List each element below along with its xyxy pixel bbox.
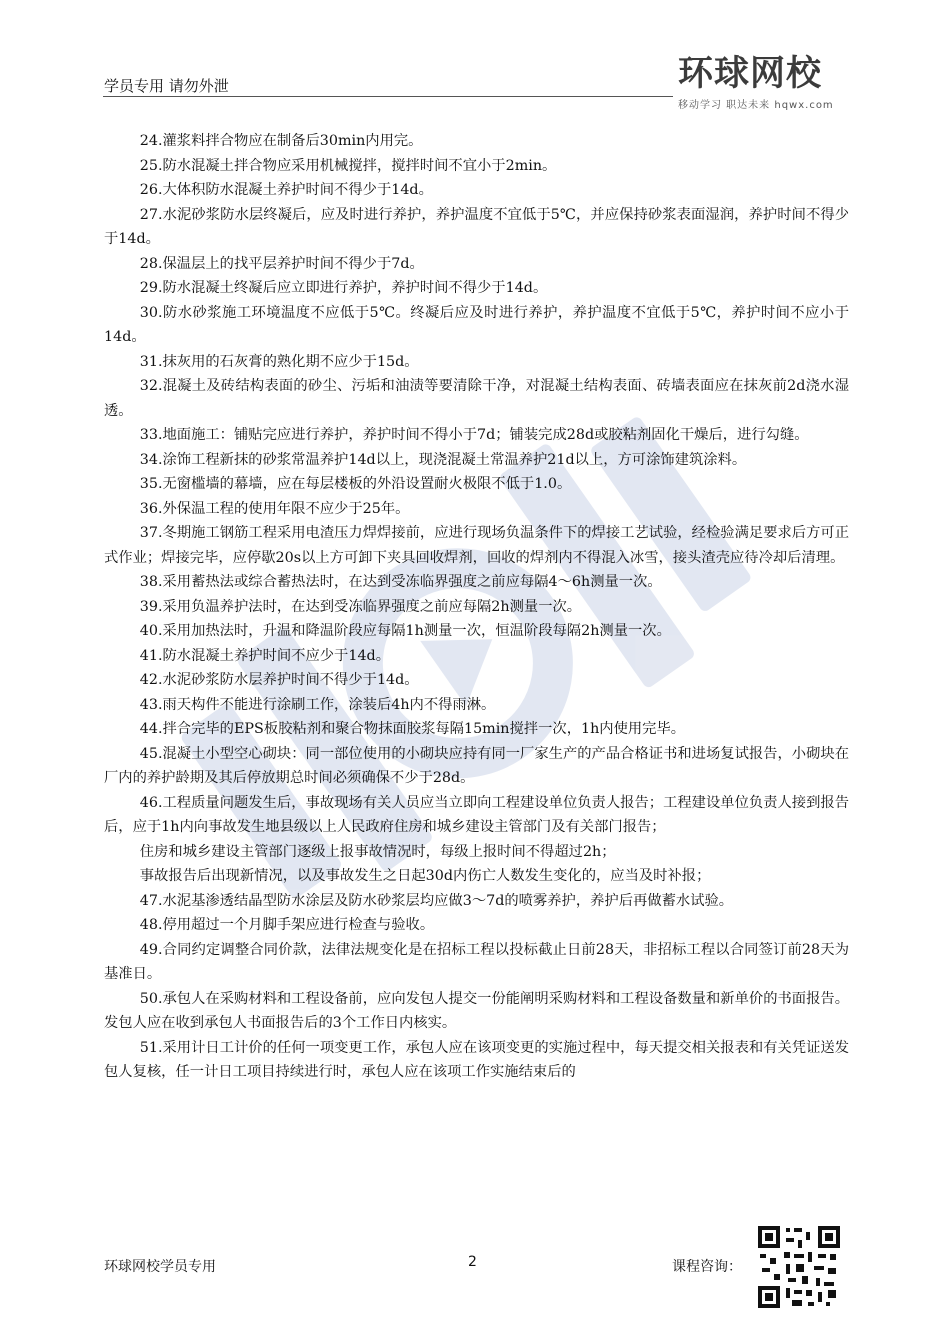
header-divider — [103, 96, 673, 97]
paragraph: 48.停用超过一个月脚手架应进行检查与验收。 — [139, 917, 435, 933]
paragraph: 46.工程质量问题发生后，事故现场有关人员应当立即向工程建设单位负责人报告；工程建设单位负责人接到报告后，应于1h内向事故发生地县级以上人民政府住房和城乡建设主管部门及有关部门报告； — [104, 794, 849, 835]
footer-label: 环球网校学员专用 — [104, 1259, 216, 1275]
paragraph: 34.涂饰工程新抹的砂浆常温养护14d以上，现浇混凝土常温养护21d以上，方可涂饰建筑涂料。 — [139, 451, 747, 468]
paragraph: 36.外保温工程的使用年限不应少于25年。 — [139, 500, 410, 517]
paragraph: 37.冬期施工钢筋工程采用电渣压力焊焊接前，应进行现场负温条件下的焊接工艺试验，经检验满足要求后方可正式作业；焊接完毕，应停歇20s以上方可卸下夹具回收焊剂，回收的焊剂内不得混入冰雪，接头渣壳应待冷却后清理。 — [104, 525, 849, 566]
qr-code[interactable] — [756, 1224, 842, 1310]
paragraph: 29.防水混凝土终凝后应立即进行养护，养护时间不得少于14d。 — [139, 280, 548, 296]
paragraph: 32.混凝土及砖结构表面的砂尘、污垢和油渍等要清除干净，对混凝土结构表面、砖墙表面应在抹灰前2d浇水湿透。 — [104, 378, 849, 419]
paragraph: 26.大体积防水混凝土养护时间不得少于14d。 — [139, 182, 433, 198]
paragraph: 49.合同约定调整合同价款，法律法规变化是在招标工程以投标截止日前28天，非招标工程以合同签订前28天为基准日。 — [104, 941, 849, 982]
logo-wordmark: 环球网校 — [678, 54, 823, 94]
paragraph: 42.水泥砂浆防水层养护时间不得少于14d。 — [139, 672, 419, 688]
paragraph: 41.防水混凝土养护时间不应少于14d。 — [139, 647, 390, 664]
paragraph: 35.无窗槛墙的幕墙，应在每层楼板的外沿设置耐火极限不低于1.0。 — [139, 476, 572, 492]
paragraph: 27.水泥砂浆防水层终凝后，应及时进行养护，养护温度不宜低于5℃，并应保持砂浆表面湿润，养护时间不得少于14d。 — [104, 206, 849, 247]
paragraph: 40.采用加热法时，升温和降温阶段应每隔1h测量一次，恒温阶段每隔2h测量一次。 — [139, 623, 671, 639]
paragraph: 30.防水砂浆施工环境温度不应低于5℃。终凝后应及时进行养护，养护温度不宜低于5℃，养护时间不应小于14d。 — [104, 304, 849, 345]
paragraph: 38.采用蓄热法或综合蓄热法时，在达到受冻临界强度之前应每隔4～6h测量一次。 — [139, 574, 662, 590]
paragraph: 住房和城乡建设主管部门逐级上报事故情况时，每级上报时间不得超过2h； — [139, 843, 616, 860]
paragraph: 事故报告后出现新情况，以及事故发生之日起30d内伤亡人数发生变化的，应当及时补报； — [139, 868, 711, 884]
paragraph: 33.地面施工：铺贴完应进行养护，养护时间不得小于7d；铺装完成28d或胶粘剂固化干燥后，进行勾缝。 — [139, 427, 809, 443]
paragraph: 28.保温层上的找平层养护时间不得少于7d。 — [139, 255, 424, 272]
document-body — [104, 129, 849, 1085]
paragraph: 39.采用负温养护法时，在达到受冻临界强度之前应每隔2h测量一次。 — [139, 598, 582, 615]
brand-logo — [678, 52, 853, 110]
course-consult-label: 课程咨询： — [672, 1259, 742, 1275]
paragraph: 47.水泥基渗透结晶型防水涂层及防水砂浆层均应做3～7d的喷雾养护，养护后再做蓄水试验。 — [139, 892, 734, 909]
paragraph: 43.雨天构件不能进行涂刷工作，涂装后4h内不得雨淋。 — [139, 696, 496, 713]
paragraph: 51.采用计日工计价的任何一项变更工作，承包人应在该项变更的实施过程中，每天提交相关报表和有关凭证送发包人复核，任一计日工项目持续进行时，承包人应在该项工作实施结束后的 — [104, 1039, 849, 1080]
paragraph: 31.抹灰用的石灰膏的熟化期不应少于15d。 — [139, 353, 419, 370]
logo-tagline: 移动学习 职达未来 hqwx.com — [678, 100, 834, 111]
header-notice: 学员专用 请勿外泄 — [104, 77, 229, 95]
page-number: 2 — [468, 1254, 477, 1270]
paragraph: 25.防水混凝土拌合物应采用机械搅拌，搅拌时间不宜小于2min。 — [139, 157, 557, 174]
paragraph: 50.承包人在采购材料和工程设备前，应向发包人提交一份能阐明采购材料和工程设备数量和新单价的书面报告。发包人应在收到承包人书面报告后的3个工作日内核实。 — [104, 990, 849, 1031]
paragraph: 45.混凝土小型空心砌块：同一部位使用的小砌块应持有同一厂家生产的产品合格证书和进场复试报告，小砌块在厂内的养护龄期及其后停放期总时间必须确保不少于28d。 — [104, 745, 849, 786]
paragraph: 44.拌合完毕的EPS板胶粘剂和聚合物抹面胶浆每隔15min搅拌一次，1h内使用完毕。 — [139, 721, 686, 737]
page-header — [0, 0, 950, 110]
paragraph: 24.灌浆料拌合物应在制备后30min内用完。 — [139, 133, 423, 149]
